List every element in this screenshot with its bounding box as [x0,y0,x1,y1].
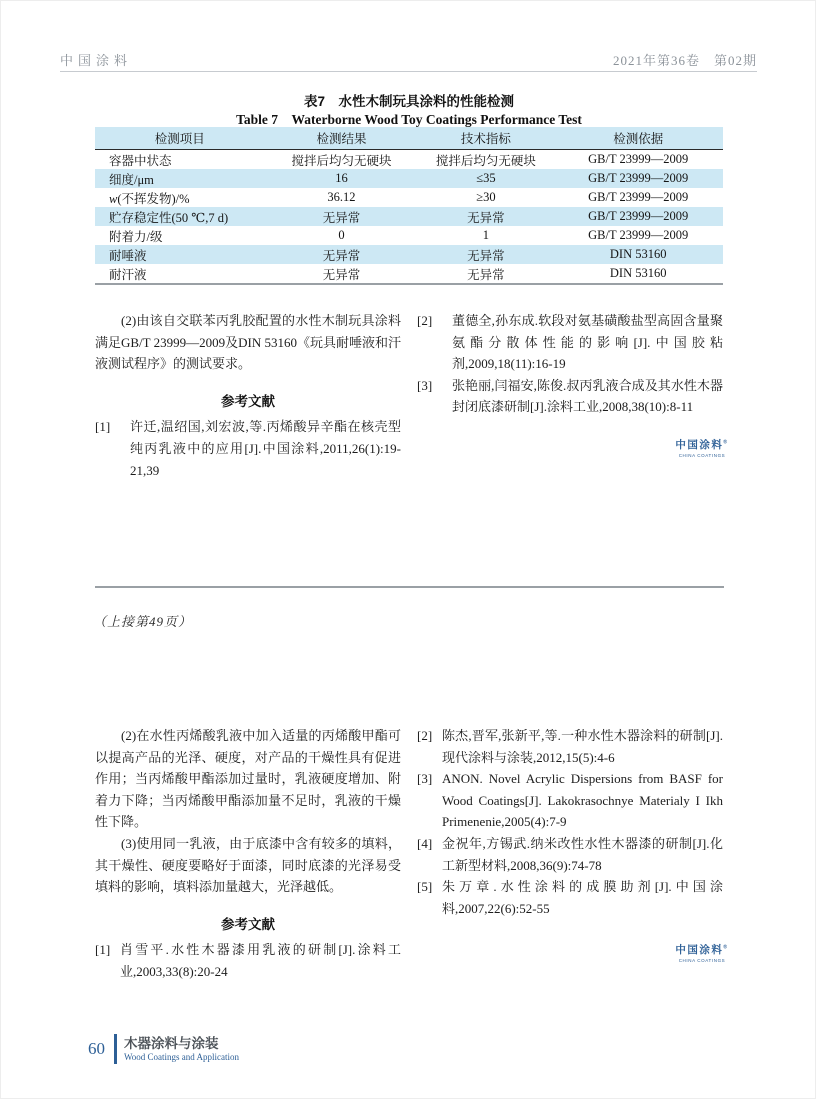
journal-issue: 2021年第36卷 第02期 [612,53,757,68]
table-cell: 搅拌后均匀无硬块 [435,153,536,168]
table-row [95,188,723,207]
reference-text: 张艳丽,闫福安,陈俊.叔丙乳液合成及其水性木器封闭底漆研制[J].涂料工业,2008,38(10):8-11 [452,377,723,415]
reference-text: 董德全,孙东成.软段对氨基磺酸盐型高固含量聚氨酯分散体性能的影响[J].中国胶粘剂,2009,18(11):16-19 [452,313,723,372]
registered-mark: ® [723,944,729,951]
table-cell: DIN 53160 [553,245,723,264]
table-row [95,207,723,226]
registered-mark: ® [723,439,729,446]
china-coatings-logo [672,942,732,963]
table-cell: 无异常 [418,207,553,226]
column-header: 检测结果 [265,127,419,150]
reference-item [417,310,723,375]
table-cell: 无异常 [418,245,553,264]
reference-item [417,375,723,418]
bottom-right-column [417,725,723,919]
table-cell: 1 [482,228,490,242]
table-cell: 搅拌后均匀无硬块 [291,153,392,168]
table-cell: 36.12 [327,190,356,204]
china-coatings-logo [672,437,732,458]
journal-name: 中国涂料 [60,53,133,68]
reference-number: [1] [95,419,111,435]
table-cell: GB/T 23999—2009 [588,228,689,242]
page-number: 60 [88,1039,105,1058]
reference-text: 朱万章.水性涂料的成膜助剂[J].中国涂料,2007,22(6):52-55 [442,879,723,916]
footer-column-titles [124,1036,239,1063]
reference-item [95,416,401,481]
table-cell: 耐唾液 [95,245,265,264]
table-caption-en: Table 7 Waterborne Wood Toy Coatings Performance Test [236,112,582,127]
table-caption-cn: 表7 水性木制玩具涂料的性能检测 [303,94,514,109]
footer-column-title-cn: 木器涂料与涂装 [124,1035,219,1051]
table-cell: ≥30 [476,190,496,204]
table-cell: GB/T 23999—2009 [553,207,723,226]
logo-text-en: CHINA COATINGS [678,958,726,963]
top-left-column [95,310,401,481]
logo-text-cn: 中国涂料® [675,944,729,956]
bottom-left-column [95,725,401,983]
performance-table-head [95,127,723,150]
table-row [95,245,723,264]
performance-table [95,127,723,285]
table-row [95,264,723,284]
performance-table-body [95,150,723,285]
article-divider [95,586,724,588]
body-paragraph-3: (3)使用同一乳液，由于底漆中含有较多的填料，其干燥性、硬度要略好于面漆，同时底漆的光泽易受填料的影响，填料添加量越大，光泽越低。 [95,835,401,895]
logo-text-en: CHINA COATINGS [678,453,726,458]
footer-divider-bar [114,1034,117,1064]
table-header-row [95,127,723,150]
references-heading: 参考文献 [221,393,275,409]
conclusion-paragraph: (2)由该自交联苯丙乳胶配置的水性木制玩具涂料满足GB/T 23999—2009及DIN 53160《玩具耐唾液和汗液测试程序》的测试要求。 [95,313,401,372]
column-header: 检测依据 [553,127,723,150]
reference-text: 金祝年,方锡武.纳米改性水性木器漆的研制[J].化工新型材料,2008,36(9):74-78 [442,835,723,873]
reference-number: [1] [95,942,111,958]
table-cell: w(不挥发物)/% [109,191,190,206]
reference-number: [2] [417,728,433,743]
table-row [95,150,723,170]
reference-item [417,833,723,876]
column-header: 检测项目 [95,127,265,150]
references-heading: 参考文献 [221,916,275,932]
table-cell: 无异常 [265,245,419,264]
reference-item [417,876,723,919]
reference-text: 许迁,温绍国,刘宏波,等.丙烯酸异辛酯在核壳型纯丙乳液中的应用[J].中国涂料,2011,26(1):19-21,39 [130,419,401,478]
reference-number: [4] [417,835,433,851]
logo-text-cn: 中国涂料® [675,439,729,451]
footer-column-title-en: Wood Coatings and Application [124,1051,240,1062]
column-header: 技术指标 [418,127,553,150]
reference-item [417,768,723,833]
continuation-note: （上接第49页） [93,614,193,629]
table-cell: GB/T 23999—2009 [553,169,723,188]
reference-text: 陈杰,晋军,张新平,等.一种水性木器涂料的研制[J].现代涂料与涂装,2012,15(5):4-6 [442,728,723,765]
table-cell: 无异常 [265,207,419,226]
reference-number: [5] [417,879,433,895]
table-cell: GB/T 23999—2009 [588,190,689,204]
table-row [95,226,723,245]
table-cell: DIN 53160 [553,264,723,284]
table-cell: GB/T 23999—2009 [588,152,689,166]
table-cell: 容器中状态 [109,153,172,168]
reference-number: [3] [417,771,433,787]
table-cell: 附着力/级 [109,229,163,244]
table-cell: 0 [338,228,345,242]
table-cell: 细度/μm [95,169,265,188]
table-cell: 无异常 [418,264,553,284]
page-footer [88,1034,239,1064]
table-cell: 16 [265,169,419,188]
table-row [95,169,723,188]
reference-text: 肖雪平.水性木器漆用乳液的研制[J].涂料工业,2003,33(8):20-24 [120,942,401,979]
reference-text: ANON. Novel Acrylic Dispersions from BASF for Wood Coatings[J]. Lakokrasochnye Materialy I Ikh Primenenie,2005(4):7-9 [442,771,723,830]
body-paragraph-2: (2)在水性丙烯酸乳液中加入适量的丙烯酸甲酯可以提高产品的光泽、硬度，对产品的干燥性具有促进作用；当丙烯酸甲酯添加过量时，乳液硬度增加、附着力下降；当丙烯酸甲酯添加量不足时，乳液的干燥性下降。 [95,728,401,830]
table-cell: 贮存稳定性(50 ℃,7 d) [95,207,265,226]
table-cell: 无异常 [265,264,419,284]
reference-number: [3] [417,377,433,393]
table-cell: 耐汗液 [95,264,265,284]
reference-item [417,725,723,768]
reference-number: [2] [417,313,433,328]
running-head [60,50,757,72]
reference-item [95,939,401,982]
top-right-column [417,310,723,418]
table-cell: ≤35 [418,169,553,188]
